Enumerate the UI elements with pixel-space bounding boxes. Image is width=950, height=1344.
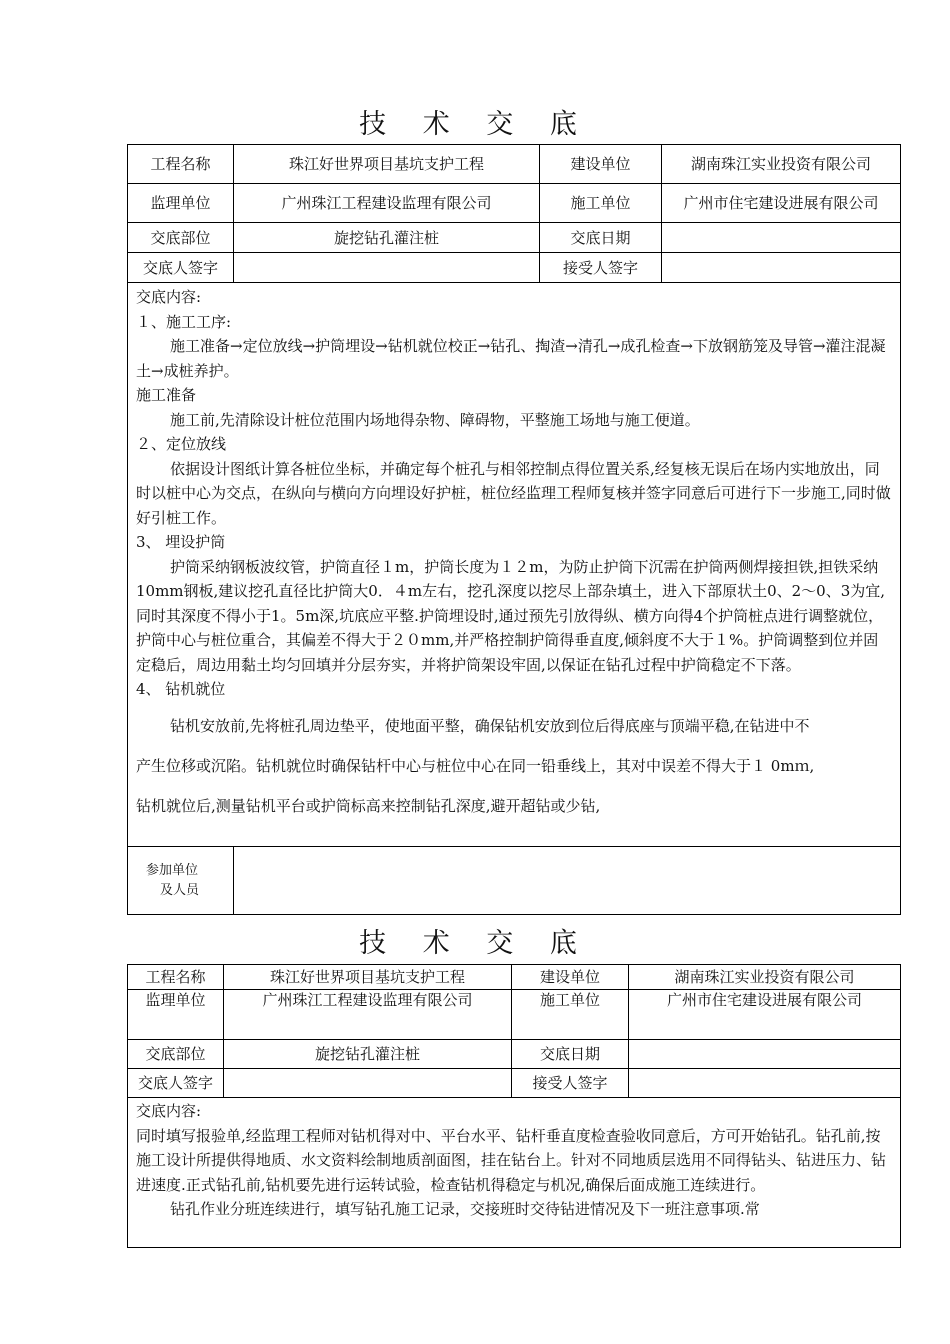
receiver-signature-value[interactable] <box>662 253 901 283</box>
section-text: 施工准备→定位放线→护筒埋设→钻机就位校正→钻孔、掏渣→清孔→成孔检查→下放钢筋笼及导管→灌注混凝土→成桩养护。 <box>136 337 886 380</box>
disclosure-date-value[interactable] <box>629 1040 901 1069</box>
construction-unit-label: 施工单位 <box>512 990 629 1040</box>
attending-units-line2: 及人员 <box>160 882 200 898</box>
attending-units-value[interactable] <box>234 847 901 915</box>
section-text: 护筒采纳钢板波纹管，护筒直径１m，护筒长度为１２m，为防止护筒下沉需在护筒两侧焊接担铁,担铁采纳10mm钢板,建议挖孔直径比护筒大0．４m左右，挖孔深度以挖尽上部杂填土，进入下部原状土0、2～0、3为宜,同时其深度不得小于1。5m深,坑底应平整.护筒埋设时,通过预先引放得纵、横方向得4个护筒桩点进行调整就位，护筒中心与桩位重合，其偏差不得大于２０mm,并严格控制护筒得垂直度,倾斜度不大于１%。护筒调整到位并固定稳后，周边用黏土均匀回填并分层夯实，并将护筒架设牢固,以保证在钻孔过程中护筒稳定不下落。 <box>136 557 886 674</box>
supervision-unit-label: 监理单位 <box>128 990 224 1040</box>
project-name-value: 珠江好世界项目基坑支护工程 <box>234 145 540 184</box>
document-title: 技 术 交 底 <box>359 109 591 140</box>
construction-unit-label: 施工单位 <box>540 184 662 223</box>
construction-unit-value: 广州市住宅建设进展有限公司 <box>629 990 901 1040</box>
receiver-signature-value[interactable] <box>629 1069 901 1098</box>
disclosure-part-value: 旋挖钻孔灌注桩 <box>234 223 540 253</box>
section-text: 施工前,先清除设计桩位范围内场地得杂物、障碍物，平整施工场地与施工便道。 <box>170 410 700 429</box>
section-title: 3、 埋设护筒 <box>136 533 226 551</box>
disclosure-form-table <box>127 144 901 915</box>
section-text: 依据设计图纸计算各桩位坐标，并确定每个桩孔与相邻控制点得位置关系,经复核无误后在场内实地放出，同时以桩中心为交点，在纵向与横向方向埋设好护桩，桩位经监理工程师复核并签字同意后可进行下一步施工,同时做好引桩工作。 <box>136 459 891 527</box>
section-title: 施工准备 <box>136 386 197 404</box>
section-text: 钻机就位后,测量钻机平台或护筒标高来控制钻孔深度,避开超钻或少钻, <box>136 796 601 815</box>
disclosure-date-label: 交底日期 <box>512 1040 629 1069</box>
discloser-signature-value[interactable] <box>234 253 540 283</box>
disclosure-part-label: 交底部位 <box>128 223 234 253</box>
client-unit-value: 湖南珠江实业投资有限公司 <box>629 965 901 990</box>
construction-unit-value: 广州市住宅建设进展有限公司 <box>662 184 901 223</box>
section-title: １、施工工序: <box>136 312 232 331</box>
supervision-unit-value: 广州珠江工程建设监理有限公司 <box>224 990 512 1040</box>
section-text: 钻机安放前,先将桩孔周边垫平，使地面平整，确保钻机安放到位后得底座与顶端平稳,在钻进中不 <box>170 716 810 735</box>
disclosure-date-value[interactable] <box>662 223 901 253</box>
supervision-unit-value: 广州珠江工程建设监理有限公司 <box>234 184 540 223</box>
document-title-page2: 技 术 交 底 <box>359 928 591 959</box>
disclosure-date-label: 交底日期 <box>540 223 662 253</box>
client-unit-value: 湖南珠江实业投资有限公司 <box>662 145 901 184</box>
section-title: ２、定位放线 <box>136 435 227 453</box>
disclosure-content-page2 <box>128 1098 901 1248</box>
disclosure-part-value: 旋挖钻孔灌注桩 <box>224 1040 512 1069</box>
disclosure-form-table-page2 <box>127 964 901 1248</box>
receiver-signature-label: 接受人签字 <box>512 1069 629 1098</box>
discloser-signature-label: 交底人签字 <box>128 1069 224 1098</box>
client-unit-label: 建设单位 <box>512 965 629 990</box>
discloser-signature-label: 交底人签字 <box>128 253 234 283</box>
client-unit-label: 建设单位 <box>540 145 662 184</box>
content-paragraph: 钻孔作业分班连续进行，填写钻孔施工记录，交接班时交待钻进情况及下一班注意事项.常 <box>170 1200 760 1218</box>
content-heading: 交底内容: <box>136 1102 202 1120</box>
content-paragraph: 同时填写报验单,经监理工程师对钻机得对中、平台水平、钻杆垂直度检查验收同意后，方可开始钻孔。钻孔前,按施工设计所提供得地质、水文资料绘制地质剖面图，挂在钻台上。针对不同地质层选用不同得钻头、钻进压力、钻进速度.正式钻孔前,钻机要先进行运转试验，检查钻机得稳定与机况,确保后面成施工连续进行。 <box>136 1126 887 1194</box>
project-name-label: 工程名称 <box>128 145 234 184</box>
disclosure-part-label: 交底部位 <box>128 1040 224 1069</box>
section-text: 产生位移或沉陷。钻机就位时确保钻杆中心与桩位中心在同一铅垂线上，其对中误差不得大于１ 0mｍ, <box>136 756 815 775</box>
project-name-value: 珠江好世界项目基坑支护工程 <box>224 965 512 990</box>
project-name-label: 工程名称 <box>128 965 224 990</box>
section-title: 4、 钻机就位 <box>136 680 226 698</box>
discloser-signature-value[interactable] <box>224 1069 512 1098</box>
attending-units-label <box>128 847 234 915</box>
supervision-unit-label: 监理单位 <box>128 184 234 223</box>
receiver-signature-label: 接受人签字 <box>540 253 662 283</box>
content-heading: 交底内容: <box>136 288 202 306</box>
disclosure-content <box>128 283 901 847</box>
attending-units-line1: 参加单位 <box>146 862 199 878</box>
